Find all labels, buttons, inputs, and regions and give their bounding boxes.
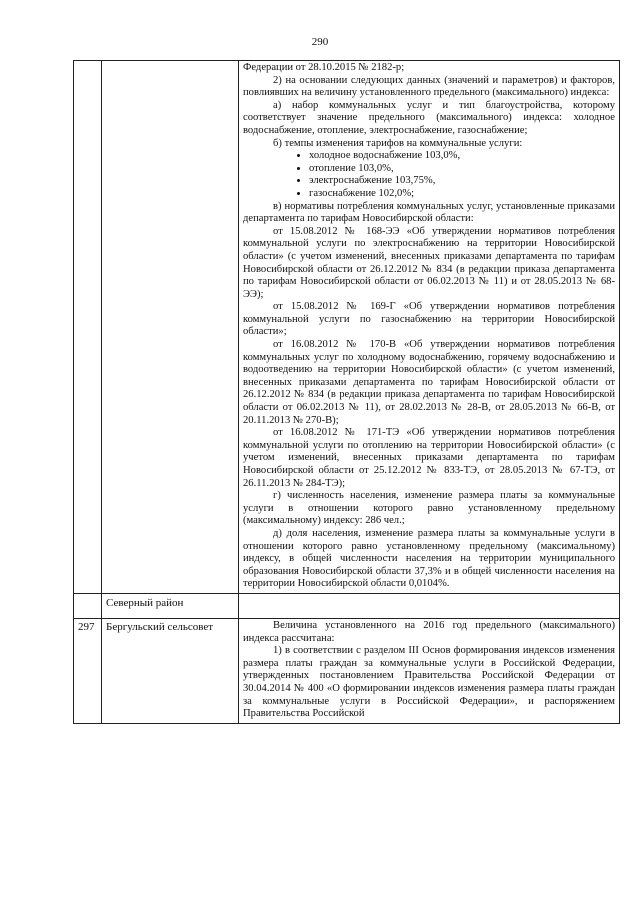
row-content-cell bbox=[239, 618, 620, 723]
list-item: • газоснабжение 102,0%; bbox=[309, 188, 615, 201]
paragraph: 2) на основании следующих данных (значений и параметров) и факторов, повлиявших на величину установленного предельного (максимального) индекса: bbox=[243, 74, 615, 99]
paragraph: от 15.08.2012 № 169-Г «Об утверждении нормативов потребления коммунальной услуги по газоснабжению на территории Новосибирской области»; bbox=[243, 301, 615, 338]
district-name-cell: Северный район bbox=[102, 593, 239, 618]
paragraph: 1) в соответствии с разделом III Основ формирования индексов изменения размера платы граждан за коммунальные услуги в Российской Федерации, утвержденных постановлением Правительства Российской Федерации от 30.04.2014 № 400 «О формировании индексов изменения размера платы граждан за коммунальные услуги в Российской Федерации», и распоряжением Правительства Российской bbox=[243, 645, 615, 720]
row-number-cell bbox=[74, 61, 102, 594]
row-number-cell bbox=[74, 593, 102, 618]
row-number-cell: 297 bbox=[74, 618, 102, 723]
paragraph: в) нормативы потребления коммунальных услуг, установленные приказами департамента по тарифам Новосибирской области: bbox=[243, 200, 615, 225]
list-item: • электроснабжение 103,75%, bbox=[309, 175, 615, 188]
list-item: • отопление 103,0%, bbox=[309, 163, 615, 176]
municipality-name-cell: Бергульский сельсовет bbox=[102, 618, 239, 723]
paragraph: г) численность населения, изменение размера платы за коммунальные услуги в отношении которого равно установленному предельному (максимальному) индексу: 286 чел.; bbox=[243, 490, 615, 527]
paragraph: а) набор коммунальных услуг и тип благоустройства, которому соответствует значение предельного (максимального) индекса: холодное водоснабжение, отопление, электроснабжение, газоснабжение; bbox=[243, 99, 615, 136]
tariff-table bbox=[73, 60, 620, 724]
tariff-growth-list bbox=[243, 150, 615, 200]
paragraph: д) доля населения, изменение размера платы за коммунальные услуги в отношении которого равно установленному предельному (максимальному) индексу, в общей численности населения на территории муниципального образования Новосибирской области 37,3% и в общей численности населения на территории Новосибирской области 0,0104%. bbox=[243, 527, 615, 590]
paragraph: б) темпы изменения тарифов на коммунальные услуги: bbox=[273, 137, 523, 149]
paragraph: Федерации от 28.10.2015 № 2182-р; bbox=[243, 62, 405, 73]
table-row bbox=[74, 593, 620, 618]
table-row bbox=[74, 618, 620, 723]
paragraph: от 16.08.2012 № 171-ТЭ «Об утверждении нормативов потребления коммунальной услуги по отоплению на территории Новосибирской области» (с учетом изменений, внесенных приказами департамента по тарифам Новосибирской области от 25.12.2012 № 833-ТЭ, от 28.05.2013 № 67-ТЭ, от 26.11.2013 № 284-ТЭ); bbox=[243, 427, 615, 489]
row-content-cell bbox=[239, 593, 620, 618]
row-name-cell bbox=[102, 61, 239, 594]
paragraph: Величина установленного на 2016 год предельного (максимального) индекса рассчитана: bbox=[243, 619, 615, 644]
list-item: • холодное водоснабжение 103,0%, bbox=[309, 150, 615, 163]
paragraph: от 16.08.2012 № 170-В «Об утверждении нормативов потребления коммунальных услуг по холодному водоснабжению, горячему водоснабжению и водоотведению на территории Новосибирской области» (с учетом изменений, внесенных приказами департамента по тарифам Новосибирской области от 26.12.2012 № 834 (в редакции приказа департамента по тарифам Новосибирской области от 06.02.2013 № 11), от 28.02.2013 № 28-В, от 28.05.2013 № 66-В, от 20.11.2013 № 270-В); bbox=[243, 339, 615, 426]
page-number: 290 bbox=[311, 36, 329, 48]
row-content-cell bbox=[239, 61, 620, 594]
table-row bbox=[74, 61, 620, 594]
paragraph: от 15.08.2012 № 168-ЭЭ «Об утверждении нормативов потребления коммунальной услуги по электроснабжению на территории Новосибирской области» (с учетом изменений, внесенных приказами департамента по тарифам Новосибирской области от 26.12.2012 № 834 (в редакции приказа департамента по тарифам Новосибирской области от 06.02.2013 № 11) и от 28.05.2013 № 68-ЭЭ); bbox=[243, 225, 615, 300]
